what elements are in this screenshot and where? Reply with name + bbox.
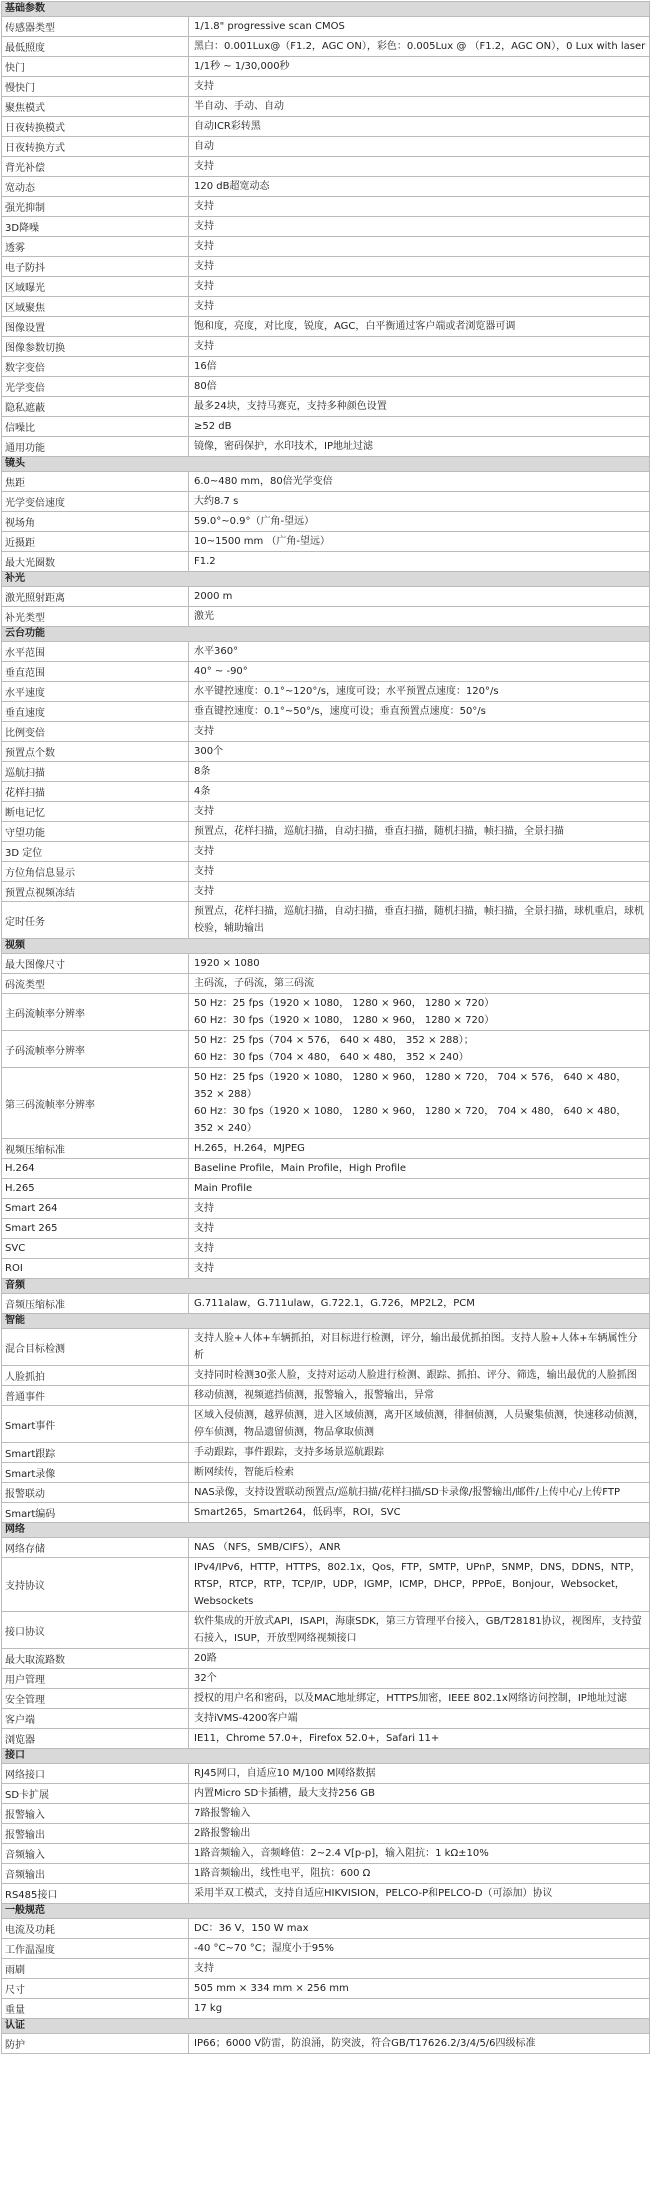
spec-row bbox=[1, 437, 650, 457]
spec-value: 自动ICR彩转黑 bbox=[194, 121, 261, 132]
spec-key: 最大光圈数 bbox=[2, 552, 189, 571]
spec-value: 120 dB超宽动态 bbox=[194, 181, 270, 192]
spec-row bbox=[1, 1959, 650, 1979]
spec-row bbox=[1, 512, 650, 532]
spec-row bbox=[1, 337, 650, 357]
spec-row bbox=[1, 397, 650, 417]
spec-value: 2000 m bbox=[194, 591, 233, 602]
section-header: 智能 bbox=[1, 1314, 650, 1329]
spec-key: 尺寸 bbox=[2, 1979, 189, 1998]
spec-value: 50 Hz：25 fps（1920 × 1080， 1280 × 960， 1280 × 720） 60 Hz：30 fps（1920 × 1080， 1280 × 960， 1280 × 720） bbox=[194, 998, 495, 1026]
spec-value: Main Profile bbox=[194, 1183, 253, 1194]
spec-value: 1/1秒 ~ 1/30,000秒 bbox=[194, 61, 290, 72]
spec-key: 报警输入 bbox=[2, 1804, 189, 1823]
spec-row bbox=[1, 1669, 650, 1689]
spec-key: 视场角 bbox=[2, 512, 189, 531]
spec-key: 补光类型 bbox=[2, 607, 189, 626]
spec-key: 焦距 bbox=[2, 472, 189, 491]
spec-key: 雨刷 bbox=[2, 1959, 189, 1978]
spec-key: RS485接口 bbox=[2, 1884, 189, 1903]
spec-key: SD卡扩展 bbox=[2, 1784, 189, 1803]
spec-row bbox=[1, 682, 650, 702]
spec-key: 聚焦模式 bbox=[2, 97, 189, 116]
spec-key: 水平速度 bbox=[2, 682, 189, 701]
spec-value: 支持 bbox=[194, 806, 214, 817]
spec-value: 支持 bbox=[194, 81, 214, 92]
spec-value: 32个 bbox=[194, 1673, 217, 1684]
spec-value: 80倍 bbox=[194, 381, 217, 392]
spec-key: 隐私遮蔽 bbox=[2, 397, 189, 416]
spec-value: 镜像，密码保护，水印技术，IP地址过滤 bbox=[194, 441, 373, 452]
spec-key: 3D降噪 bbox=[2, 217, 189, 236]
spec-key: 用户管理 bbox=[2, 1669, 189, 1688]
spec-key: 人脸抓拍 bbox=[2, 1366, 189, 1385]
spec-row bbox=[1, 1558, 650, 1612]
spec-row bbox=[1, 954, 650, 974]
spec-row bbox=[1, 257, 650, 277]
spec-row bbox=[1, 1784, 650, 1804]
spec-key: 方位角信息显示 bbox=[2, 862, 189, 881]
spec-row bbox=[1, 197, 650, 217]
spec-value: 20路 bbox=[194, 1653, 217, 1664]
spec-value: 手动跟踪，事件跟踪，支持多场景巡航跟踪 bbox=[194, 1447, 384, 1458]
spec-key: 图像设置 bbox=[2, 317, 189, 336]
spec-row bbox=[1, 1483, 650, 1503]
spec-row bbox=[1, 882, 650, 902]
spec-row bbox=[1, 17, 650, 37]
spec-row bbox=[1, 1649, 650, 1669]
spec-key: 音频输出 bbox=[2, 1864, 189, 1883]
spec-value: 10~1500 mm （广角-望远） bbox=[194, 536, 331, 547]
spec-row bbox=[1, 217, 650, 237]
spec-key: 垂直速度 bbox=[2, 702, 189, 721]
spec-key: 快门 bbox=[2, 57, 189, 76]
spec-key: Smart跟踪 bbox=[2, 1443, 189, 1462]
spec-key: 普通事件 bbox=[2, 1386, 189, 1405]
spec-key: 日夜转换方式 bbox=[2, 137, 189, 156]
spec-row bbox=[1, 722, 650, 742]
spec-row bbox=[1, 1919, 650, 1939]
spec-value: 自动 bbox=[194, 141, 214, 152]
spec-value: 移动侦测，视频遮挡侦测，报警输入，报警输出，异常 bbox=[194, 1390, 434, 1401]
spec-row bbox=[1, 552, 650, 572]
spec-value: 采用半双工模式，支持自适应HIKVISION，PELCO-P和PELCO-D（可添加）协议 bbox=[194, 1888, 553, 1899]
spec-key: 防护 bbox=[2, 2034, 189, 2053]
spec-key: 巡航扫描 bbox=[2, 762, 189, 781]
spec-key: 网络存储 bbox=[2, 1538, 189, 1557]
section-header: 认证 bbox=[1, 2019, 650, 2034]
spec-value: NAS录像，支持设置联动预置点/巡航扫描/花样扫描/SD卡录像/报警输出/邮件/上传中心/上传FTP bbox=[194, 1487, 621, 1498]
spec-row bbox=[1, 974, 650, 994]
spec-key: 慢快门 bbox=[2, 77, 189, 96]
spec-row bbox=[1, 417, 650, 437]
spec-row bbox=[1, 1239, 650, 1259]
spec-key: 水平范围 bbox=[2, 642, 189, 661]
spec-row bbox=[1, 237, 650, 257]
spec-value: 支持iVMS-4200客户端 bbox=[194, 1713, 298, 1724]
spec-key: 图像参数切换 bbox=[2, 337, 189, 356]
spec-key: 近摄距 bbox=[2, 532, 189, 551]
spec-key: 区域曝光 bbox=[2, 277, 189, 296]
spec-key: 最大图像尺寸 bbox=[2, 954, 189, 973]
spec-row bbox=[1, 1031, 650, 1068]
spec-row bbox=[1, 1804, 650, 1824]
spec-key: 音频输入 bbox=[2, 1844, 189, 1863]
spec-value: 主码流，子码流，第三码流 bbox=[194, 978, 314, 989]
section-header: 基础参数 bbox=[1, 2, 650, 17]
spec-row bbox=[1, 2034, 650, 2054]
spec-value: 支持 bbox=[194, 866, 214, 877]
spec-value: 505 mm × 334 mm × 256 mm bbox=[194, 1983, 349, 1994]
spec-key: H.265 bbox=[2, 1179, 189, 1198]
spec-key: 数字变倍 bbox=[2, 357, 189, 376]
spec-key: 音频压缩标准 bbox=[2, 1294, 189, 1313]
spec-row bbox=[1, 822, 650, 842]
spec-row bbox=[1, 802, 650, 822]
spec-key: 最低照度 bbox=[2, 37, 189, 56]
spec-value: 支持 bbox=[194, 261, 214, 272]
spec-value: 支持 bbox=[194, 341, 214, 352]
spec-value: IP66；6000 V防雷，防浪涌，防突波，符合GB/T17626.2/3/4/5/6四级标准 bbox=[194, 2038, 536, 2049]
spec-key: 报警输出 bbox=[2, 1824, 189, 1843]
spec-row bbox=[1, 1844, 650, 1864]
section-header: 网络 bbox=[1, 1523, 650, 1538]
spec-value: 16倍 bbox=[194, 361, 217, 372]
spec-row bbox=[1, 1463, 650, 1483]
spec-row bbox=[1, 317, 650, 337]
spec-row bbox=[1, 902, 650, 939]
spec-key: 客户端 bbox=[2, 1709, 189, 1728]
spec-row bbox=[1, 842, 650, 862]
spec-row bbox=[1, 702, 650, 722]
spec-value: 区域入侵侦测，越界侦测，进入区域侦测，离开区域侦测，徘徊侦测，人员聚集侦测，快速移动侦测，停车侦测，物品遗留侦测，物品拿取侦测 bbox=[194, 1410, 644, 1438]
spec-row bbox=[1, 1294, 650, 1314]
spec-key: 垂直范围 bbox=[2, 662, 189, 681]
spec-value: 支持 bbox=[194, 281, 214, 292]
spec-row bbox=[1, 57, 650, 77]
spec-key: 重量 bbox=[2, 1999, 189, 2018]
spec-key: 工作温湿度 bbox=[2, 1939, 189, 1958]
spec-value: IE11，Chrome 57.0+，Firefox 52.0+，Safari 11+ bbox=[194, 1733, 440, 1744]
spec-row bbox=[1, 1764, 650, 1784]
spec-value: 支持 bbox=[194, 161, 214, 172]
spec-value: 垂直键控速度：0.1°~50°/s，速度可设；垂直预置点速度：50°/s bbox=[194, 706, 486, 717]
spec-value: 支持 bbox=[194, 241, 214, 252]
spec-row bbox=[1, 1443, 650, 1463]
spec-value: 断网续传，智能后检索 bbox=[194, 1467, 294, 1478]
spec-row bbox=[1, 77, 650, 97]
spec-key: 宽动态 bbox=[2, 177, 189, 196]
spec-value: IPv4/IPv6，HTTP，HTTPS，802.1x，Qos，FTP，SMTP，UPnP，SNMP，DNS，DDNS，NTP，RTSP，RTCP，RTP，TCP/IP，UDP，IGMP，ICMP，DHCP，PPPoE，Bonjour，Websocket，Websockets bbox=[194, 1562, 641, 1607]
spec-value: -40 °C~70 °C；湿度小于95% bbox=[194, 1943, 334, 1954]
spec-row bbox=[1, 277, 650, 297]
spec-row bbox=[1, 742, 650, 762]
spec-value: 软件集成的开放式API，ISAPI，海康SDK，第三方管理平台接入，GB/T28181协议，视图库，支持萤石接入，ISUP，开放型网络视频接口 bbox=[194, 1616, 642, 1644]
spec-key: 电子防抖 bbox=[2, 257, 189, 276]
section-header: 云台功能 bbox=[1, 627, 650, 642]
spec-key: 比例变倍 bbox=[2, 722, 189, 741]
spec-value: 1/1.8" progressive scan CMOS bbox=[194, 21, 345, 32]
spec-key: 浏览器 bbox=[2, 1729, 189, 1748]
spec-value: 2路报警输出 bbox=[194, 1828, 251, 1839]
spec-value: ≥52 dB bbox=[194, 421, 232, 432]
spec-value: 预置点，花样扫描，巡航扫描，自动扫描，垂直扫描，随机扫描，帧扫描，全景扫描 bbox=[194, 826, 564, 837]
spec-row bbox=[1, 762, 650, 782]
spec-key: 预置点个数 bbox=[2, 742, 189, 761]
spec-value: F1.2 bbox=[194, 556, 216, 567]
spec-row bbox=[1, 1259, 650, 1279]
spec-value: 支持 bbox=[194, 1243, 214, 1254]
spec-row bbox=[1, 994, 650, 1031]
spec-key: 网络接口 bbox=[2, 1764, 189, 1783]
spec-value: 支持同时检测30张人脸，支持对运动人脸进行检测、跟踪、抓拍、评分、筛选，输出最优的人脸抓图 bbox=[194, 1370, 637, 1381]
spec-row bbox=[1, 97, 650, 117]
spec-value: G.711alaw，G.711ulaw，G.722.1，G.726，MP2L2，PCM bbox=[194, 1298, 475, 1309]
spec-value: DC：36 V，150 W max bbox=[194, 1923, 309, 1934]
spec-key: 通用功能 bbox=[2, 437, 189, 456]
spec-key: 安全管理 bbox=[2, 1689, 189, 1708]
spec-value: 支持 bbox=[194, 221, 214, 232]
spec-row bbox=[1, 1979, 650, 1999]
spec-key: 传感器类型 bbox=[2, 17, 189, 36]
section-header: 视频 bbox=[1, 939, 650, 954]
spec-key: 3D 定位 bbox=[2, 842, 189, 861]
spec-row bbox=[1, 117, 650, 137]
spec-row bbox=[1, 377, 650, 397]
spec-value: 8条 bbox=[194, 766, 211, 777]
section-header: 补光 bbox=[1, 572, 650, 587]
spec-value: 支持 bbox=[194, 846, 214, 857]
spec-row bbox=[1, 782, 650, 802]
spec-row bbox=[1, 642, 650, 662]
spec-key: Smart 265 bbox=[2, 1219, 189, 1238]
spec-row bbox=[1, 532, 650, 552]
spec-value: 50 Hz：25 fps（1920 × 1080， 1280 × 960， 1280 × 720， 704 × 576， 640 × 480， 352 × 288） 60 Hz：30 fps（1920 × 1080， 1280 × 960， 1280 × 720， 704 × 480， 640 × 480， 352 × 240） bbox=[194, 1072, 627, 1134]
spec-key: 断电记忆 bbox=[2, 802, 189, 821]
spec-key: 接口协议 bbox=[2, 1612, 189, 1648]
spec-row bbox=[1, 1329, 650, 1366]
spec-value: 1920 × 1080 bbox=[194, 958, 260, 969]
spec-key: 背光补偿 bbox=[2, 157, 189, 176]
spec-key: 光学变倍 bbox=[2, 377, 189, 396]
section-header: 音频 bbox=[1, 1279, 650, 1294]
spec-row bbox=[1, 1538, 650, 1558]
spec-row bbox=[1, 1939, 650, 1959]
spec-row bbox=[1, 137, 650, 157]
spec-row bbox=[1, 1386, 650, 1406]
spec-key: 主码流帧率分辨率 bbox=[2, 994, 189, 1030]
spec-key: 电流及功耗 bbox=[2, 1919, 189, 1938]
spec-key: 花样扫描 bbox=[2, 782, 189, 801]
spec-row bbox=[1, 357, 650, 377]
spec-value: 饱和度，亮度，对比度，锐度，AGC，白平衡通过客户端或者浏览器可调 bbox=[194, 321, 516, 332]
spec-value: 17 kg bbox=[194, 2003, 223, 2014]
spec-row bbox=[1, 1199, 650, 1219]
spec-value: 40° ~ -90° bbox=[194, 666, 248, 677]
spec-row bbox=[1, 297, 650, 317]
spec-row bbox=[1, 1159, 650, 1179]
spec-key: Smart事件 bbox=[2, 1406, 189, 1442]
spec-key: SVC bbox=[2, 1239, 189, 1258]
spec-row bbox=[1, 472, 650, 492]
spec-value: 1路音频输入，音频峰值：2~2.4 V[p-p]，输入阻抗：1 kΩ±10% bbox=[194, 1848, 489, 1859]
spec-row bbox=[1, 177, 650, 197]
spec-value: RJ45网口，自适应10 M/100 M网络数据 bbox=[194, 1768, 376, 1779]
spec-row bbox=[1, 37, 650, 57]
section-header: 镜头 bbox=[1, 457, 650, 472]
spec-value: 激光 bbox=[194, 611, 214, 622]
spec-key: 报警联动 bbox=[2, 1483, 189, 1502]
spec-value: 支持 bbox=[194, 726, 214, 737]
spec-key: 子码流帧率分辨率 bbox=[2, 1031, 189, 1067]
spec-value: Baseline Profile，Main Profile，High Profile bbox=[194, 1163, 407, 1174]
spec-row bbox=[1, 1139, 650, 1159]
spec-value: 支持 bbox=[194, 886, 214, 897]
spec-key: 日夜转换模式 bbox=[2, 117, 189, 136]
spec-value: 300个 bbox=[194, 746, 224, 757]
spec-row bbox=[1, 1884, 650, 1904]
spec-row bbox=[1, 1612, 650, 1649]
spec-key: 光学变倍速度 bbox=[2, 492, 189, 511]
spec-key: 视频压缩标准 bbox=[2, 1139, 189, 1158]
spec-value: 50 Hz：25 fps（704 × 576， 640 × 480， 352 × 288）； 60 Hz：30 fps（704 × 480， 640 × 480， 352 × 240） bbox=[194, 1035, 474, 1063]
spec-row bbox=[1, 1219, 650, 1239]
spec-row bbox=[1, 1689, 650, 1709]
spec-value: 支持 bbox=[194, 1223, 214, 1234]
spec-value: 授权的用户名和密码，以及MAC地址绑定，HTTPS加密，IEEE 802.1x网络访问控制，IP地址过滤 bbox=[194, 1693, 627, 1704]
spec-row bbox=[1, 607, 650, 627]
spec-row bbox=[1, 1999, 650, 2019]
spec-row bbox=[1, 662, 650, 682]
spec-key: Smart录像 bbox=[2, 1463, 189, 1482]
spec-table bbox=[1, 1, 650, 2054]
spec-value: 大约8.7 s bbox=[194, 496, 239, 507]
spec-key: 激光照射距离 bbox=[2, 587, 189, 606]
spec-value: 水平360° bbox=[194, 646, 239, 657]
spec-value: 最多24块，支持马赛克，支持多种颜色设置 bbox=[194, 401, 387, 412]
spec-key: 定时任务 bbox=[2, 902, 189, 938]
section-header: 一般规范 bbox=[1, 1904, 650, 1919]
spec-value: H.265，H.264，MJPEG bbox=[194, 1143, 305, 1154]
spec-key: 守望功能 bbox=[2, 822, 189, 841]
spec-key: 第三码流帧率分辨率 bbox=[2, 1068, 189, 1138]
spec-key: 信噪比 bbox=[2, 417, 189, 436]
spec-value: 半自动、手动、自动 bbox=[194, 101, 284, 112]
spec-value: 支持 bbox=[194, 1263, 214, 1274]
spec-key: Smart 264 bbox=[2, 1199, 189, 1218]
spec-value: 支持 bbox=[194, 201, 214, 212]
spec-row bbox=[1, 157, 650, 177]
spec-value: 59.0°~0.9°（广角-望远） bbox=[194, 516, 315, 527]
spec-value: 支持 bbox=[194, 301, 214, 312]
spec-row bbox=[1, 1366, 650, 1386]
spec-row bbox=[1, 1709, 650, 1729]
spec-row bbox=[1, 1503, 650, 1523]
section-header: 接口 bbox=[1, 1749, 650, 1764]
spec-key: 最大取流路数 bbox=[2, 1649, 189, 1668]
spec-value: NAS （NFS，SMB/CIFS），ANR bbox=[194, 1542, 341, 1553]
spec-key: 码流类型 bbox=[2, 974, 189, 993]
spec-value: 支持人脸+人体+车辆抓拍，对目标进行检测，评分，输出最优抓拍图。支持人脸+人体+车辆属性分析 bbox=[194, 1333, 638, 1361]
spec-value: 支持 bbox=[194, 1963, 214, 1974]
spec-value: 支持 bbox=[194, 1203, 214, 1214]
spec-row bbox=[1, 1864, 650, 1884]
spec-row bbox=[1, 1068, 650, 1139]
spec-value: Smart265，Smart264，低码率，ROI，SVC bbox=[194, 1507, 401, 1518]
spec-key: 支持协议 bbox=[2, 1558, 189, 1611]
spec-value: 内置Micro SD卡插槽，最大支持256 GB bbox=[194, 1788, 376, 1799]
spec-key: Smart编码 bbox=[2, 1503, 189, 1522]
spec-value: 4条 bbox=[194, 786, 211, 797]
spec-key: H.264 bbox=[2, 1159, 189, 1178]
spec-row bbox=[1, 1729, 650, 1749]
spec-key: 透雾 bbox=[2, 237, 189, 256]
spec-value: 6.0~480 mm，80倍光学变倍 bbox=[194, 476, 333, 487]
spec-value: 7路报警输入 bbox=[194, 1808, 251, 1819]
spec-row bbox=[1, 862, 650, 882]
spec-key: 区域聚焦 bbox=[2, 297, 189, 316]
spec-row bbox=[1, 492, 650, 512]
spec-value: 1路音频输出，线性电平，阻抗：600 Ω bbox=[194, 1868, 371, 1879]
spec-row bbox=[1, 1179, 650, 1199]
spec-row bbox=[1, 1824, 650, 1844]
spec-key: 混合目标检测 bbox=[2, 1329, 189, 1365]
spec-value: 预置点，花样扫描，巡航扫描，自动扫描，垂直扫描，随机扫描，帧扫描，全景扫描，球机重启，球机校验，辅助输出 bbox=[194, 906, 644, 934]
spec-value: 水平键控速度：0.1°~120°/s，速度可设；水平预置点速度：120°/s bbox=[194, 686, 499, 697]
spec-key: 预置点视频冻结 bbox=[2, 882, 189, 901]
spec-row bbox=[1, 1406, 650, 1443]
spec-value: 黑白：0.001Lux@（F1.2，AGC ON），彩色：0.005Lux @ （F1.2，AGC ON），0 Lux with laser bbox=[194, 41, 646, 52]
spec-key: 强光抑制 bbox=[2, 197, 189, 216]
spec-key: ROI bbox=[2, 1259, 189, 1278]
spec-row bbox=[1, 587, 650, 607]
